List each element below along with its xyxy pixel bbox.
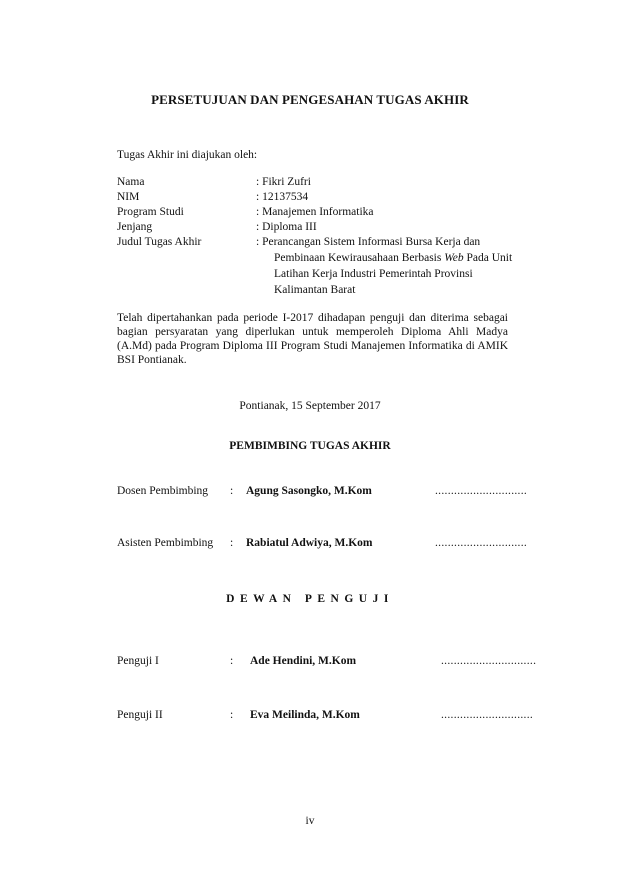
page-number: iv bbox=[305, 815, 315, 827]
penguji-name-1: Ade Hendini, M.Kom bbox=[250, 655, 357, 667]
approval-paragraph: Telah dipertahankan pada periode I-2017 dihadapan penguji dan diterima sebagai bagian persyaratan yang diperlukan untuk memperoleh Diploma Ahli Madya (A.Md) pada Program Diploma III Program Studi Manajemen Informatika di AMIK BSI Pontianak. bbox=[117, 312, 508, 366]
signature-line-asisten: ............................. bbox=[435, 537, 528, 549]
judul-continuation-line-3: Kalimantan Barat bbox=[274, 284, 356, 296]
signature-line-penguji-1: .............................. bbox=[441, 655, 537, 667]
pembimbing-colon-dosen: : bbox=[230, 485, 234, 497]
pembimbing-name-dosen: Agung Sasongko, M.Kom bbox=[246, 485, 372, 497]
pembimbing-heading: PEMBIMBING TUGAS AKHIR bbox=[229, 440, 391, 452]
signature-line-dosen: ............................. bbox=[435, 485, 528, 497]
identity-label-program: Program Studi bbox=[117, 206, 184, 218]
penguji-colon-2: : bbox=[230, 709, 234, 721]
intro-text: Tugas Akhir ini diajukan oleh: bbox=[117, 149, 258, 161]
judul-line-1-end: Pada Unit bbox=[463, 252, 513, 264]
penguji-label-2: Penguji II bbox=[117, 709, 163, 721]
judul-continuation-line-1 bbox=[274, 252, 512, 264]
document-title: PERSETUJUAN DAN PENGESAHAN TUGAS AKHIR bbox=[151, 92, 469, 107]
signing-date: Pontianak, 15 September 2017 bbox=[239, 400, 381, 412]
identity-value-program: : Manajemen Informatika bbox=[256, 206, 374, 218]
pembimbing-colon-asisten: : bbox=[230, 537, 234, 549]
identity-value-name: : Fikri Zufri bbox=[256, 176, 311, 188]
identity-label-nim: NIM bbox=[117, 191, 140, 203]
identity-value-jenjang: : Diploma III bbox=[256, 221, 317, 233]
identity-label-jenjang: Jenjang bbox=[117, 221, 153, 233]
identity-label-name: Nama bbox=[117, 176, 145, 188]
penguji-name-2: Eva Meilinda, M.Kom bbox=[250, 709, 360, 721]
judul-line-1-text: Pembinaan Kewirausahaan Berbasis bbox=[274, 252, 445, 264]
penguji-label-1: Penguji I bbox=[117, 655, 159, 667]
identity-value-judul: : Perancangan Sistem Informasi Bursa Kerja dan bbox=[256, 236, 481, 248]
identity-value-nim: : 12137534 bbox=[256, 191, 309, 203]
signature-line-penguji-2: ............................. bbox=[441, 709, 534, 721]
pembimbing-name-asisten: Rabiatul Adwiya, M.Kom bbox=[246, 537, 373, 549]
pembimbing-label-asisten: Asisten Pembimbing bbox=[117, 537, 214, 549]
identity-label-judul: Judul Tugas Akhir bbox=[117, 236, 202, 248]
pembimbing-label-dosen: Dosen Pembimbing bbox=[117, 485, 209, 497]
judul-continuation-line-2: Latihan Kerja Industri Pemerintah Provinsi bbox=[274, 268, 473, 280]
judul-web-italic: Web bbox=[444, 252, 464, 264]
penguji-colon-1: : bbox=[230, 655, 234, 667]
penguji-heading: DEWAN PENGUJI bbox=[226, 593, 394, 605]
